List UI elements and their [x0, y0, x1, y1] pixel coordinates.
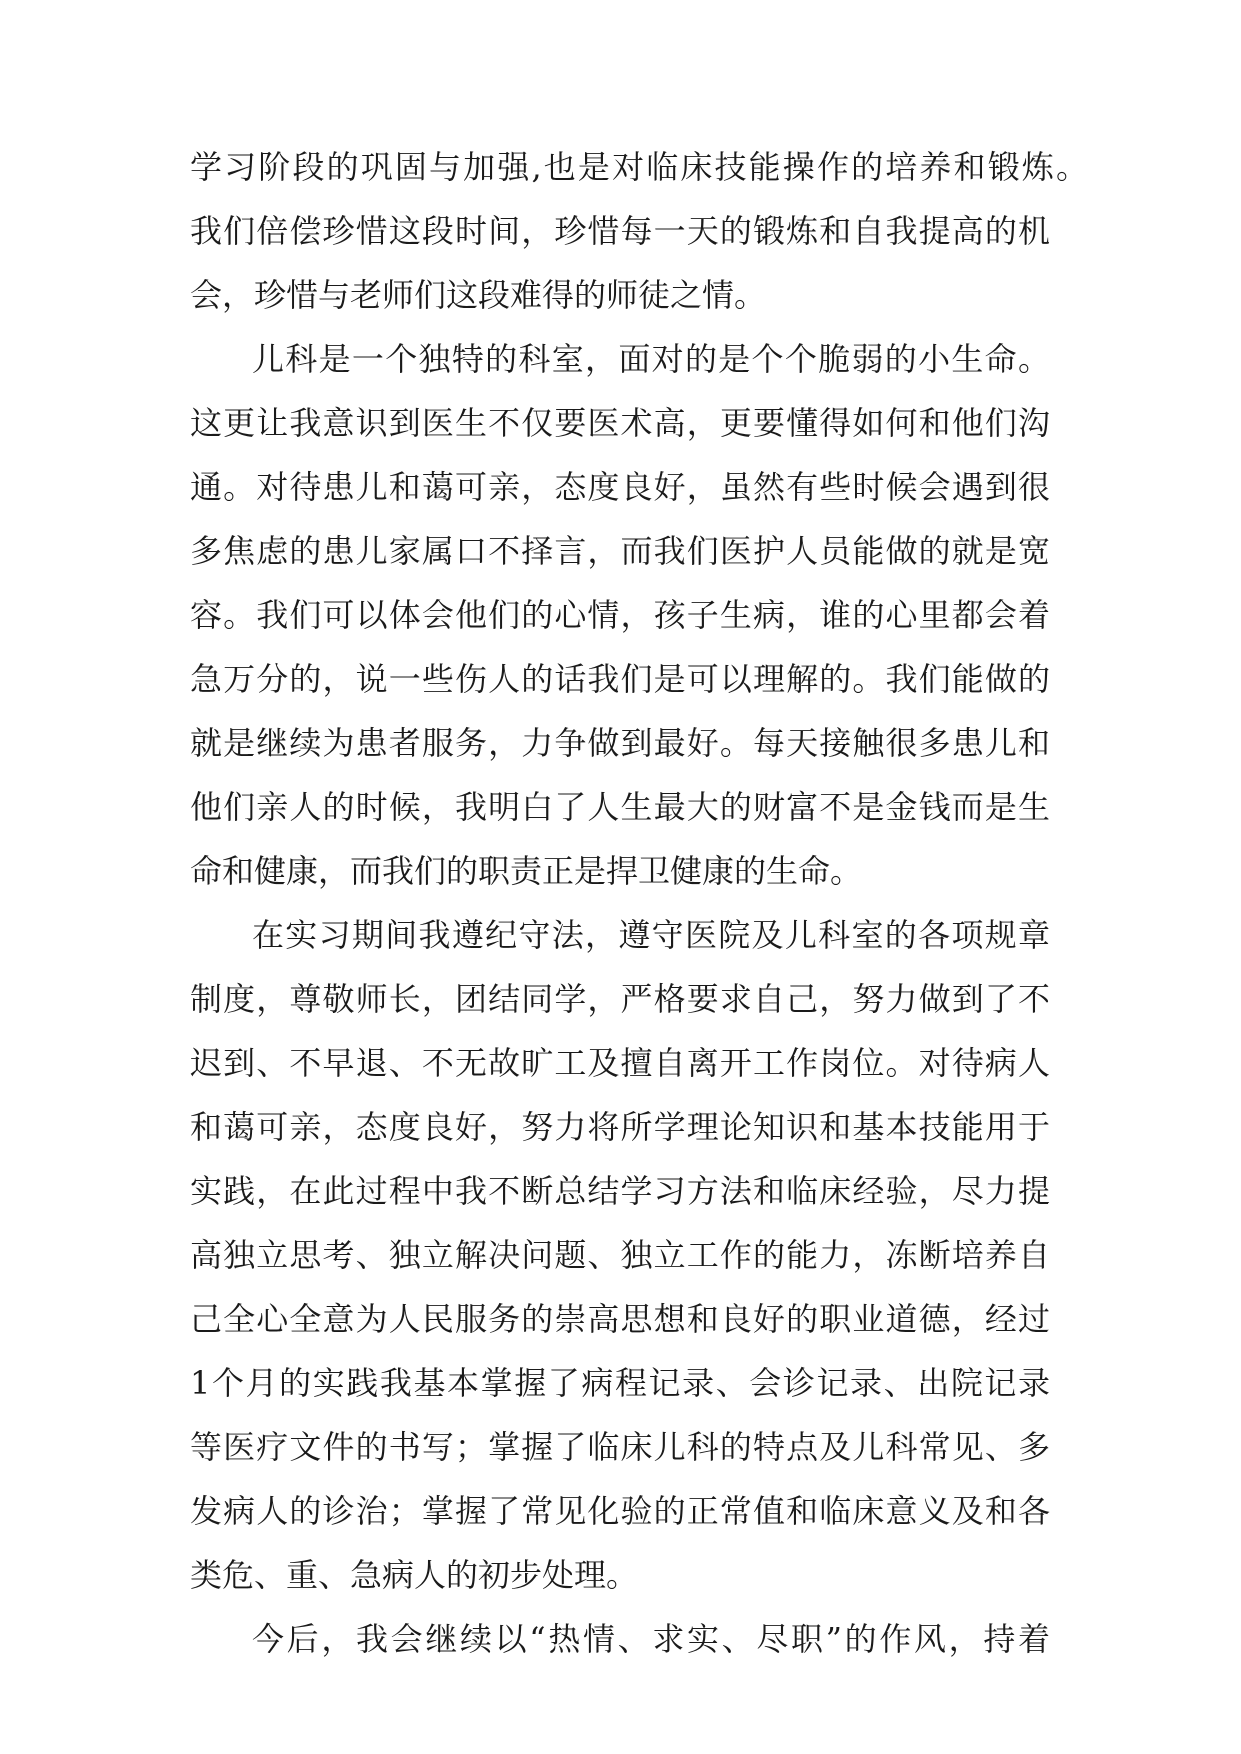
paragraph-first-line: 今后，我会继续以“热情、求实、尽职”的作风，持着 [252, 1620, 1050, 1658]
text-line: 学习阶段的巩固与加强,也是对临床技能操作的培养和锻炼。 [190, 148, 1088, 186]
text-line: 和蔼可亲，态度良好，努力将所学理论知识和基本技能用于 [190, 1108, 1050, 1146]
text-line: 他们亲人的时候，我明白了人生最大的财富不是金钱而是生 [190, 788, 1050, 826]
text-line: 通。对待患儿和蔼可亲，态度良好，虽然有些时候会遇到很 [190, 468, 1050, 506]
text-line: 发病人的诊治；掌握了常见化验的正常值和临床意义及和各 [190, 1492, 1050, 1530]
text-line: 等医疗文件的书写；掌握了临床儿科的特点及儿科常见、多 [190, 1428, 1050, 1466]
text-line: 实践，在此过程中我不断总结学习方法和临床经验，尽力提 [190, 1172, 1050, 1210]
text-line: 就是继续为患者服务，力争做到最好。每天接触很多患儿和 [190, 724, 1050, 762]
text-line: 多焦虑的患儿家属口不择言，而我们医护人员能做的就是宽 [190, 532, 1050, 570]
text-line: 制度，尊敬师长，团结同学，严格要求自己，努力做到了不 [190, 980, 1050, 1018]
text-line: 我们倍偿珍惜这段时间，珍惜每一天的锻炼和自我提高的机 [190, 212, 1050, 250]
text-line: 高独立思考、独立解决问题、独立工作的能力，冻断培养自 [190, 1236, 1050, 1274]
text-line: 类危、重、急病人的初步处理。 [190, 1556, 639, 1594]
text-line: 迟到、不早退、不无故旷工及擅自离开工作岗位。对待病人 [190, 1044, 1050, 1082]
text-line: 容。我们可以体会他们的心情，孩子生病，谁的心里都会着 [190, 596, 1050, 634]
text-line: 己全心全意为人民服务的崇高思想和良好的职业道德，经过 [190, 1300, 1050, 1338]
paragraph-first-line: 在实习期间我遵纪守法，遵守医院及儿科室的各项规章 [252, 916, 1050, 954]
text-line: 会，珍惜与老师们这段难得的师徒之情。 [190, 276, 767, 314]
text-line: 急万分的，说一些伤人的话我们是可以理解的。我们能做的 [190, 660, 1050, 698]
text-line: 命和健康，而我们的职责正是捍卫健康的生命。 [190, 852, 863, 890]
paragraph-first-line: 儿科是一个独特的科室，面对的是个个脆弱的小生命。 [252, 340, 1050, 378]
text-line: 这更让我意识到医生不仅要医术高，更要懂得如何和他们沟 [190, 404, 1050, 442]
text-line: 1个月的实践我基本掌握了病程记录、会诊记录、出院记录 [190, 1364, 1050, 1402]
